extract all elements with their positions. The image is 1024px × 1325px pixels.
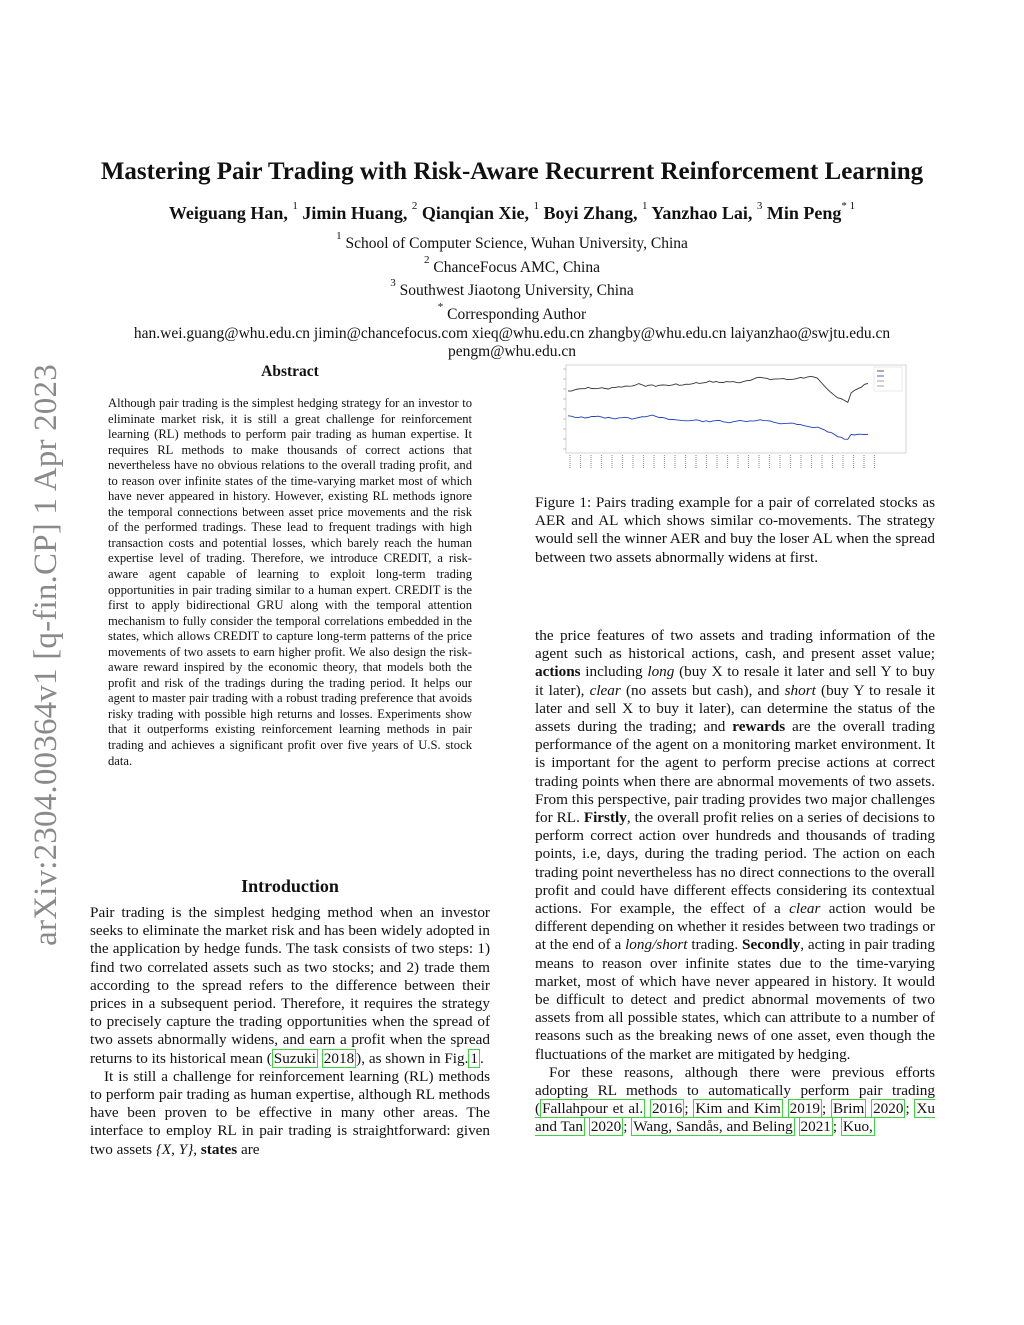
figure-1-chart (548, 363, 918, 473)
text-run: trading. (687, 936, 743, 954)
right-column-body (535, 627, 935, 1137)
author-mark: 2 (411, 200, 418, 212)
figure-1-caption: Figure 1: Pairs trading example for a pair of correlated stocks as AER and AL which shows similar co-movements. The strategy would sell the winner AER and buy the loser AL when the spread between two assets abnormally widens at first. (535, 494, 935, 566)
email-line: han.wei.guang@whu.edu.cn jimin@chancefocus.com xieq@whu.edu.cn zhangby@whu.edu.cn laiyanzhao@swjtu.edu.cn (133, 324, 891, 342)
affiliation-mark: 1 (336, 230, 342, 242)
text-run: Pair trading is the simplest hedging method when an investor seeks to eliminate the market risk and has been widely adopted in the application by hedge funds. The task consists of two steps: 1) find two correlated assets such as two stocks; and 2) trade them according to the spread refers to the difference between their prices in a subsequent period. Therefore, it requires the strategy to precisely capture the trading opportunities when the spread of two assets abnormally widens, and earn a profit when the spread returns to its historical mean ( (90, 904, 490, 1067)
affiliation-text: Southwest Jiaotong University, China (399, 282, 634, 300)
text-run: are (237, 1140, 260, 1158)
legend (874, 367, 902, 391)
italic-term: clear (589, 681, 621, 699)
author-mark: * 1 (841, 200, 856, 212)
plot-frame (566, 365, 906, 453)
citation-year-link[interactable]: 2016 (651, 1100, 683, 1118)
author-name: Yanzhao Lai, (651, 203, 753, 223)
arxiv-identifier: arXiv:2304.00364v1 [q-fin.CP] 1 Apr 2023 (28, 364, 64, 946)
affiliation-text: Corresponding Author (447, 306, 587, 324)
text-run: the price features of two assets and trading information of the agent such as historical actions, cash, and present asset value; (535, 627, 935, 663)
figure-ref: 1 (470, 1049, 478, 1067)
x-axis-ticks (570, 455, 875, 469)
italic-term: long/short (625, 936, 688, 954)
author-list (60, 200, 964, 224)
author-mark: 1 (292, 200, 298, 212)
affiliation-text: School of Computer Science, Wuhan University, China (345, 235, 688, 253)
affiliation-line (60, 301, 964, 325)
citation-link[interactable]: Kim and Kim (695, 1100, 781, 1118)
citation-year-link[interactable]: 2021 (800, 1118, 831, 1136)
author-name: Jimin Huang, (302, 203, 408, 223)
citation-link[interactable]: Kuo, (842, 1118, 873, 1136)
affiliation-line (60, 254, 964, 278)
citation-year-link[interactable]: 2019 (789, 1100, 821, 1118)
text-run: (buy Y to resale it later and sell X to buy it later), can determine the status of the assets during the trading; and (535, 681, 935, 736)
citation-year-link[interactable]: 2020 (590, 1118, 622, 1136)
author-name: Weiguang Han, (168, 203, 288, 223)
italic-term: short (784, 681, 816, 699)
bold-term: rewards (732, 718, 786, 736)
y-axis-ticks (563, 369, 566, 449)
author-mark: 1 (642, 200, 648, 212)
email-line: pengm@whu.edu.cn (448, 343, 576, 361)
citation-author: Suzuki (273, 1049, 316, 1067)
introduction-body (90, 904, 490, 1159)
figure-link[interactable] (468, 1049, 480, 1068)
author-name: Boyi Zhang, (543, 203, 638, 223)
citation-link[interactable]: Brim (833, 1100, 865, 1118)
text-run: . (480, 1049, 484, 1067)
citation-link[interactable]: Fallahpour et al. (542, 1100, 644, 1118)
body-paragraph: For these reasons, although there were previous efforts adopting RL methods to automatically perform pair trading ( Fallahpour et al. 2016 ; Kim and Kim 2019 ; Brim 2020 ; Xu and Tan 2020 ; Wang, Sandås, and Beling 2021 ; Kuo, (535, 1063, 936, 1136)
italic-term: clear (789, 900, 821, 918)
author-name: Qianqian Xie, (421, 203, 529, 223)
abstract-text: Although pair trading is the simplest hedging strategy for an investor to eliminate market risk, it is still a great challenge for reinforcement learning (RL) methods to perform pair trading as human expertise. It requires RL methods to make thousands of correct actions that nevertheless have no obvious relations to the overall trading profit, and to reason over infinite states of the time-varying market most of which have never appeared in history. However, existing RL methods ignore the temporal connections between asset price movements and the risk of the performed tradings. These lead to frequent tradings with high transaction costs and potential losses, which barely reach the human expertise level of trading. Therefore, we introduce CREDIT, a risk-aware agent capable of learning to exploit long-term trading opportunities in pair trading similar to a human expert. CREDIT is the first to apply bidirectional GRU along with the temporal attention mechanism to fully consider the temporal correlations embedded in the states, which allows CREDIT to capture long-term patterns of the price movements of two assets to earn higher profit. We also design the risk-aware reward inspired by the economic theory, that models both the profit and risk of the tradings during the trading period. It helps our agent to master pair trading with a robust trading preference that avoids risky trading with possible high returns and losses. Experiments show that it outperforms existing reinforcement learning methods in pair trading and achieves a significant profit over five years of U.S. stock data. (108, 396, 472, 768)
bold-term: Secondly (742, 936, 801, 954)
text-run: , (193, 1140, 201, 1158)
italic-term: long (647, 663, 675, 681)
affiliation-line (60, 230, 964, 254)
citation-year-link[interactable] (322, 1049, 356, 1068)
bold-term: Firstly (583, 809, 627, 827)
math-expression: {X, Y} (155, 1140, 194, 1158)
body-paragraph (535, 627, 935, 1064)
paper-title: Mastering Pair Trading with Risk-Aware Recurrent Reinforcement Learning (100, 158, 924, 185)
affiliation-line (60, 277, 964, 301)
text-run: (no assets but cash), and (620, 681, 785, 699)
text-run: For these reasons, although there were previous efforts adopting RL methods to automatically perform pair trading ( (535, 1063, 935, 1118)
citation-link[interactable]: Xu and Tan (535, 1100, 936, 1136)
intro-paragraph (90, 904, 490, 1068)
affiliation-mark: * (437, 300, 444, 313)
author-mark: 1 (533, 200, 539, 212)
text-run: , the overall profit relies on a series of decisions to perform correct action over hundreds and thousands of trading points, i.e, days, during the trading period. The action on each trading point nevertheless has no direct connections to the overall profit and could have different effects considering its contextual actions. For example, the effect of a (535, 809, 935, 918)
bold-term: actions (535, 663, 581, 681)
citation-year-link[interactable]: 2020 (873, 1100, 904, 1118)
affiliation-mark: 3 (390, 277, 396, 290)
text-run: are the overall trading performance of the agent on a monitoring market environment. It is important for the agent to perform precise actions at correct trading points when there are abnormal movements of two assets. From this perspective, pair trading provides two major challenges for RL. (535, 718, 936, 827)
citation-link[interactable]: Wang, Sandås, and Beling (633, 1118, 793, 1136)
series-al-line (568, 415, 868, 439)
series-aer-line (568, 376, 868, 402)
affiliation-text: ChanceFocus AMC, China (433, 258, 600, 276)
citation-link[interactable] (272, 1049, 318, 1068)
text-run: including (580, 663, 648, 681)
abstract-heading: Abstract (261, 363, 319, 380)
text-run: It is still a challenge for reinforcement learning (RL) methods to perform pair trading as human expertise, although RL methods have been proven to be effective in many other areas. The interface to employ RL in pair trading is straightforward: given two assets (90, 1067, 490, 1158)
citation-year: 2018 (323, 1049, 355, 1067)
introduction-heading: Introduction (241, 876, 339, 896)
author-mark: 3 (756, 200, 763, 212)
affiliation-mark: 2 (424, 253, 430, 266)
text-run: , acting in pair trading means to reason over infinite states due to the time-varying market, most of which have never appeared in history. It would be difficult to detect and predict abnormal movements of two assets from all possible states, which can attribute to a number of reasons such as the breaking news of one asset, even though the fluctuations of the market are mitigated by hedging. (535, 936, 935, 1063)
author-name: Min Peng (766, 203, 842, 223)
bold-term: states (200, 1140, 238, 1158)
affiliations (60, 230, 964, 362)
text-run: (buy X to resale it later and sell Y to buy it later), (535, 663, 935, 699)
intro-paragraph (90, 1068, 490, 1159)
text-run: ), as shown in Fig. (356, 1049, 469, 1067)
text-run: action would be different depending on whether it resides between two tradings or at the end of a (535, 900, 935, 954)
